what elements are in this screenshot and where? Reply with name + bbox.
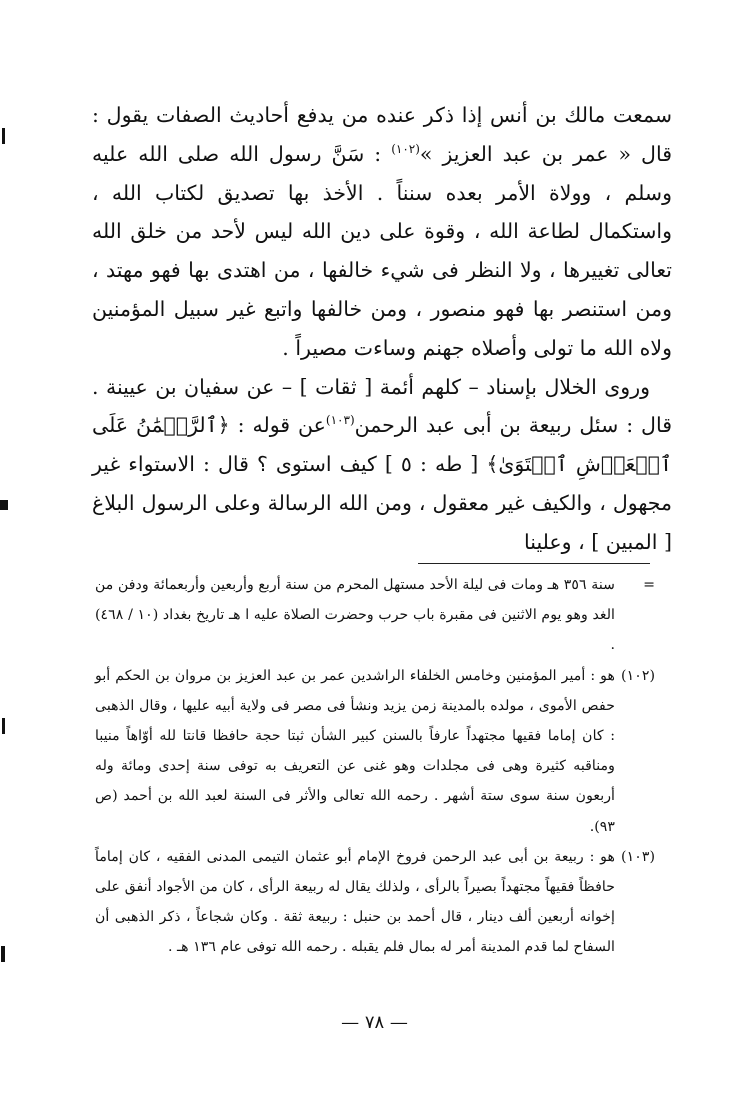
scan-mark (2, 718, 5, 734)
footnote-text: هو : أمير المؤمنين وخامس الخلفاء الراشدين عمر بن عبد العزيز بن مروان بن الحكم أبو حفص الأموى ، مولده بالمدينة زمن يزيد ونشأ فى مصر فى ولاية أبيه عليها ، وقال الذهبى : كان إماما فقيها مجتهداً عارفاً بالسنن كبير الشأن ثبتا حجة حافظا قانتا لله أوّاهاً منيبا ومناقبه كثيرة وهى فى مجلدات وهو غنى عن التعريف به توفى سنة إحدى ومائة وله أربعون سنة سوى ستة أشهر . رحمه الله تعالى والأثر فى السنة لعبد الله بن أحمد (ص ٩٣). (95, 667, 615, 835)
footnote-continued (95, 570, 655, 661)
paragraph-1-text-b: : سَنَّ رسول الله صلى الله عليه وسلم ، وولاة الأمر بعده سنناً . الأخذ بها تصديق لكتاب الله ، واستكمال لطاعة الله ، وقوة على دين الله ليس لأحد من خلق الله تعالى تغييرها ، ولا النظر فى شيء خالفها ، من اهتدى بها فهو مهتد ، ومن استنصر بها فهو منصور ، ومن خالفها واتبع غير سبيل المؤمنين ولاه الله ما تولى وأصلاه جهنم وساءت مصيراً . (92, 141, 672, 360)
footnote-ref-102: (١٠٢) (391, 141, 420, 156)
footnote-ref-103: (١٠٣) (325, 413, 355, 428)
paragraph-2 (92, 368, 672, 562)
paragraph-1 (92, 96, 672, 368)
footnote-marker: (١٠٢) (621, 667, 655, 684)
footnote-103 (95, 842, 655, 963)
footnotes-section (95, 570, 655, 963)
scan-mark (0, 500, 8, 510)
paragraph-2-text-b: عن قوله : ﴿ٱلرَّحۡمَٰنُ عَلَى ٱلۡعَرۡشِ ٱسۡتَوَىٰ﴾ [ طه : ٥ ] كيف استوى ؟ قال : الاستواء غير مجهول ، والكيف غير معقول ، ومن الله الرسالة وعلى الرسول البلاغ [ المبين ] ، وعلينا (92, 413, 672, 554)
footnote-102 (95, 661, 655, 842)
footnote-text: سنة ٣٥٦ هـ ومات فى ليلة الأحد مستهل المحرم من سنة أربع وأربعين وأربعمائة ودفن من الغد وهو يوم الاثنين فى مقبرة باب حرب وحضرت الصلاة عليه ا هـ تاريخ بغداد (١٠ / ٤٦٨) . (95, 577, 615, 654)
scan-mark (1, 946, 5, 962)
footnote-marker: = (643, 577, 655, 593)
main-text-body (92, 96, 672, 562)
footnote-text: هو : ربيعة بن أبى عبد الرحمن فروخ الإمام أبو عثمان التيمى المدنى الفقيه ، كان إماماً حافظاً فقيهاً مجتهداً بصيراً بالرأى ، ولذلك يقال له ربيعة الرأى ، كان من الأجواد أنفق على إخوانه أربعين ألف دينار ، قال أحمد بن حنبل : ربيعة ثقة . وكان شجاعاً ، ذكر الذهبى أن السفاح لما قدم المدينة أمر له بمال فلم يقبله . رحمه الله توفى عام ١٣٦ هـ . (95, 848, 615, 956)
footnote-marker: (١٠٣) (621, 848, 655, 865)
footnote-separator (418, 563, 650, 564)
page-number: — ٧٨ — (341, 1012, 408, 1033)
paragraph-2-text-a: وروى الخلال بإسناد – كلهم أئمة [ ثقات ] – عن سفيان بن عيينة . قال : سئل ربيعة بن أبى عبد الرحمن (92, 374, 672, 438)
paragraph-1-text-a: سمعت مالك بن أنس إذا ذكر عنده من يدفع أحاديث الصفات يقول : قال « عمر بن عبد العزيز » (92, 103, 672, 166)
scan-mark (2, 128, 5, 144)
